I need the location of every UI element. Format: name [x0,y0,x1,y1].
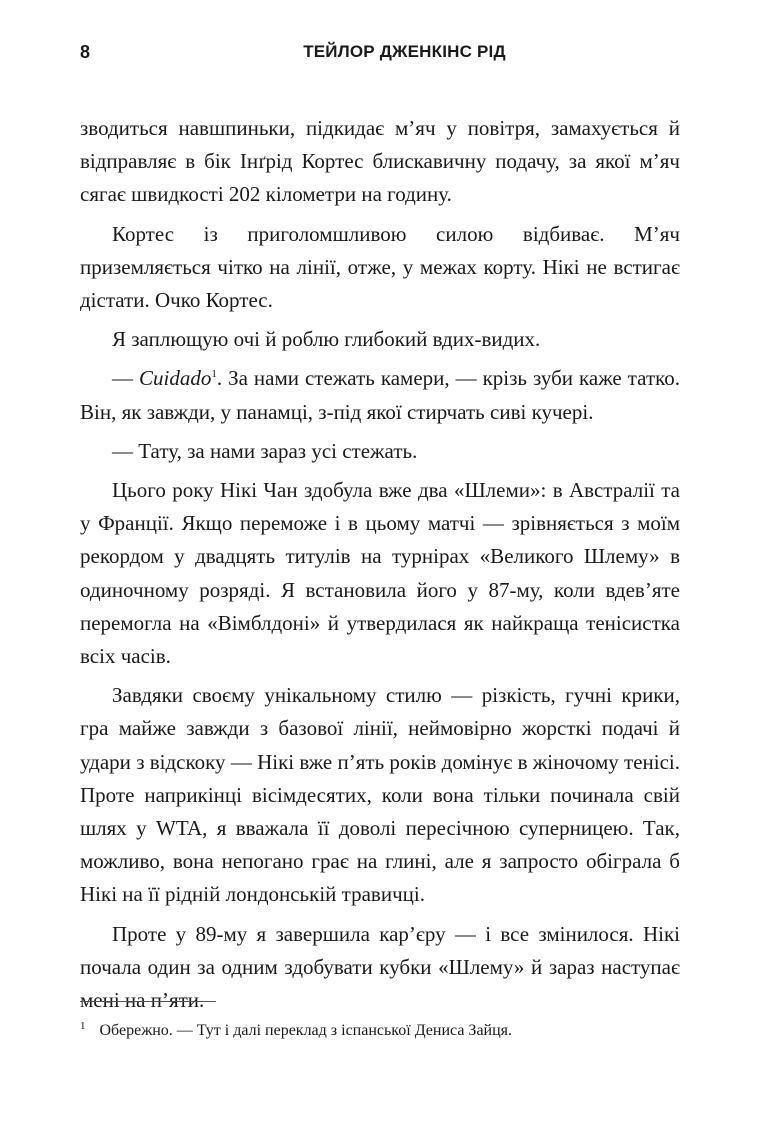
paragraph: Цього року Нікі Чан здобула вже два «Шлеми»: в Австралії та у Франції. Якщо переможе і в цьому матчі — зрівняється з моїм рекордом у двадцять титулів на турнірах «Великого Шлему» в одиночному розряді. Я встановила його у 87-му, коли вдев’яте перемогла на «Вімблдоні» й утвердилася як найкраща тенісистка всіх часів. [80,478,680,669]
paragraph: Проте у 89-му я завершила кар’єру — і все змінилося. Нікі почала один за одним здобувати кубки «Шлему» й зараз наступає мені на п’яти. [80,921,680,1013]
dialogue-paragraph [80,362,680,428]
footnote-ref: 1 [211,368,217,381]
paragraph: Кортес із приголомшливою силою відбиває. М’яч приземляється чітко на лінії, отже, у межах корту. Нікі не встигає дістати. Очко Кортес. [80,221,680,313]
footnote-mark: 1 [80,1020,86,1032]
dialogue-dash: — [112,366,139,391]
paragraph: Я заплющую очі й роблю глибокий вдих-видих. [112,327,541,352]
paragraph: Завдяки своєму унікальному стилю — різкість, гучні крики, гра майже завжди з базової лінії, неймовірно жорсткі подачі й удари з відскоку — Нікі вже п’ять років домінує в жіночому тенісі. Проте наприкінці вісімдесятих, коли вона тільки починала свій шлях у WTA, я вважала її доволі пересічною суперницею. Так, можливо, вона непогано грає на глині, але я запросто обіграла б Нікі на її рідній лондонській травичці. [80,683,680,907]
body-text [80,112,680,1017]
page-number: 8 [80,42,91,62]
italic-word: Cuidado [139,366,212,391]
footnote-divider [80,1001,216,1002]
dialogue-rest: . За нами стежать камери, — крізь зуби каже татко. Він, як завжди, у панамці, з-під якої стирчать сиві кучері. [80,366,681,424]
running-head: ТЕЙЛОР ДЖЕНКІНС РІД [303,42,506,61]
footnote-text: Обережно. — Тут і далі переклад з іспанської Дениса Зайця. [99,1022,513,1039]
footnote [80,1016,680,1041]
paragraph: зводиться навшпиньки, підкидає м’яч у повітря, замахується й відправляє в бік Інґрід Кортес блискавичну подачу, за якої м’яч сягає швидкості 202 кілометри на годину. [80,116,680,207]
paragraph: — Тату, за нами зараз усі стежать. [112,438,418,463]
